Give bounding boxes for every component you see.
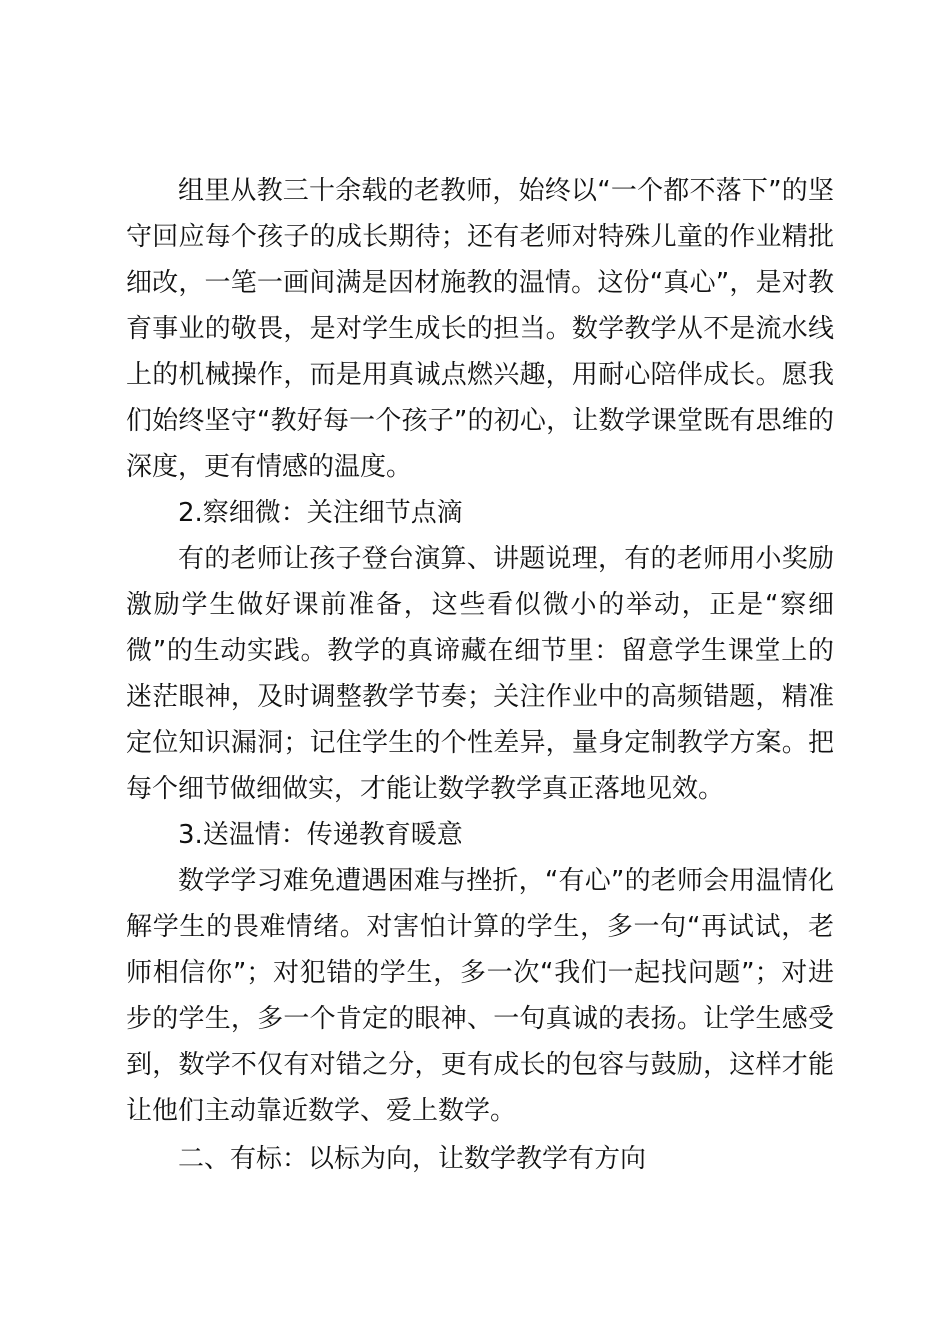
heading-observe-details: 2.察细微：关注细节点滴 — [178, 498, 463, 528]
document-body — [126, 168, 834, 1182]
section-heading-direction: 二、有标：以标为向，让数学教学有方向 — [178, 1144, 647, 1174]
paragraph-teacher-care: 组里从教三十余载的老教师，始终以“一个都不落下”的坚守回应每个孩子的成长期待；还有老师对特殊儿童的作业精批细改，一笔一画间满是因材施教的温情。这份“真心”，是对教育事业的敬畏，是对学生成长的担当。数学教学从不是流水线上的机械操作，而是用真诚点燃兴趣，用耐心陪伴成长。愿我们始终坚守“教好每一个孩子”的初心，让数学课堂既有思维的深度，更有情感的温度。 — [126, 176, 834, 482]
heading-send-warmth: 3.送温情：传递教育暖意 — [178, 820, 463, 850]
paragraph-warmth: 数学学习难免遭遇困难与挫折，“有心”的老师会用温情化解学生的畏难情绪。对害怕计算的学生，多一句“再试试，老师相信你”；对犯错的学生，多一次“我们一起找问题”；对进步的学生，多一个肯定的眼神、一句真诚的表扬。让学生感受到，数学不仅有对错之分，更有成长的包容与鼓励，这样才能让他们主动靠近数学、爱上数学。 — [126, 866, 834, 1126]
paragraph-details: 有的老师让孩子登台演算、讲题说理，有的老师用小奖励激励学生做好课前准备，这些看似微小的举动，正是“察细微”的生动实践。教学的真谛藏在细节里：留意学生课堂上的迷茫眼神，及时调整教学节奏；关注作业中的高频错题，精准定位知识漏洞；记住学生的个性差异，量身定制教学方案。把每个细节做细做实，才能让数学教学真正落地见效。 — [126, 544, 834, 804]
